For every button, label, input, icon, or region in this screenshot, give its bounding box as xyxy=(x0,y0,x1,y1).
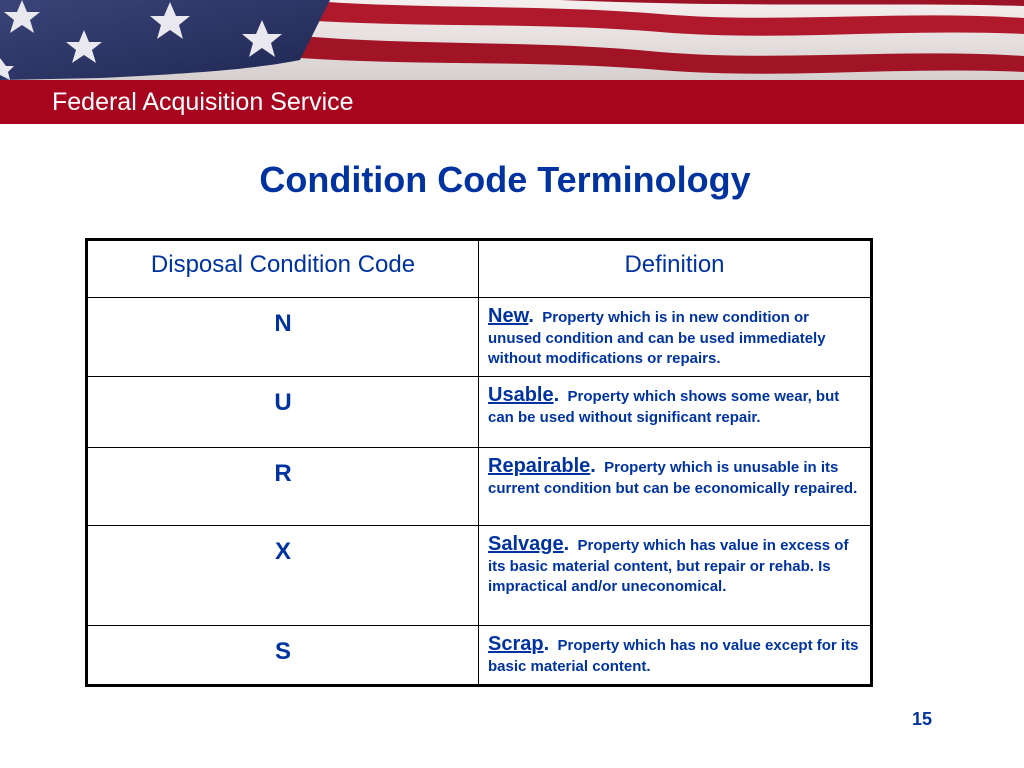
table-row xyxy=(87,448,872,526)
definition-cell: Scrap. Property which has no value except for its basic material content. xyxy=(479,626,872,686)
column-header-definition: Definition xyxy=(479,240,872,298)
definition-cell: Repairable. Property which is unusable in its current condition but can be economically repaired. xyxy=(479,448,872,526)
term-label: Salvage xyxy=(488,533,564,555)
condition-code: N xyxy=(87,298,479,377)
flag-banner xyxy=(0,0,1024,80)
agency-name: Federal Acquisition Service xyxy=(52,88,354,116)
condition-code: S xyxy=(87,626,479,686)
condition-code: R xyxy=(87,448,479,526)
term-label: Repairable xyxy=(488,455,591,477)
definition-text: Property which is unusable in its current condition but can be economically repaired. xyxy=(488,459,858,497)
condition-code: X xyxy=(87,526,479,626)
condition-code-table xyxy=(85,238,873,687)
definition-text: Property which shows some wear, but can be used without significant repair. xyxy=(488,388,840,426)
definition-text: Property which has no value except for its basic material content. xyxy=(488,637,859,675)
table-row xyxy=(87,377,872,448)
term-label: Usable xyxy=(488,384,554,406)
term-label: Scrap xyxy=(488,633,544,655)
american-flag-image xyxy=(0,0,1024,80)
table-row xyxy=(87,626,872,686)
definition-text: Property which is in new condition or unused condition and can be used immediately without modifications or repairs. xyxy=(488,309,826,367)
table-header-row xyxy=(87,240,872,298)
slide-title: Condition Code Terminology xyxy=(259,159,751,200)
definition-cell: Salvage. Property which has value in excess of its basic material content, but repair or rehab. Is impractical and/or uneconomical. xyxy=(479,526,872,626)
definition-cell: New. Property which is in new condition or unused condition and can be used immediately without modifications or repairs. xyxy=(479,298,872,377)
definition-cell: Usable. Property which shows some wear, but can be used without significant repair. xyxy=(479,377,872,448)
page-number: 15 xyxy=(912,709,933,729)
definition-text: Property which has value in excess of its basic material content, but repair or rehab. Is impractical and/or uneconomical. xyxy=(488,537,849,595)
table-row xyxy=(87,298,872,377)
table-row xyxy=(87,526,872,626)
condition-code: U xyxy=(87,377,479,448)
agency-bar xyxy=(0,80,1024,124)
term-label: New xyxy=(488,305,529,327)
column-header-code: Disposal Condition Code xyxy=(87,240,479,298)
